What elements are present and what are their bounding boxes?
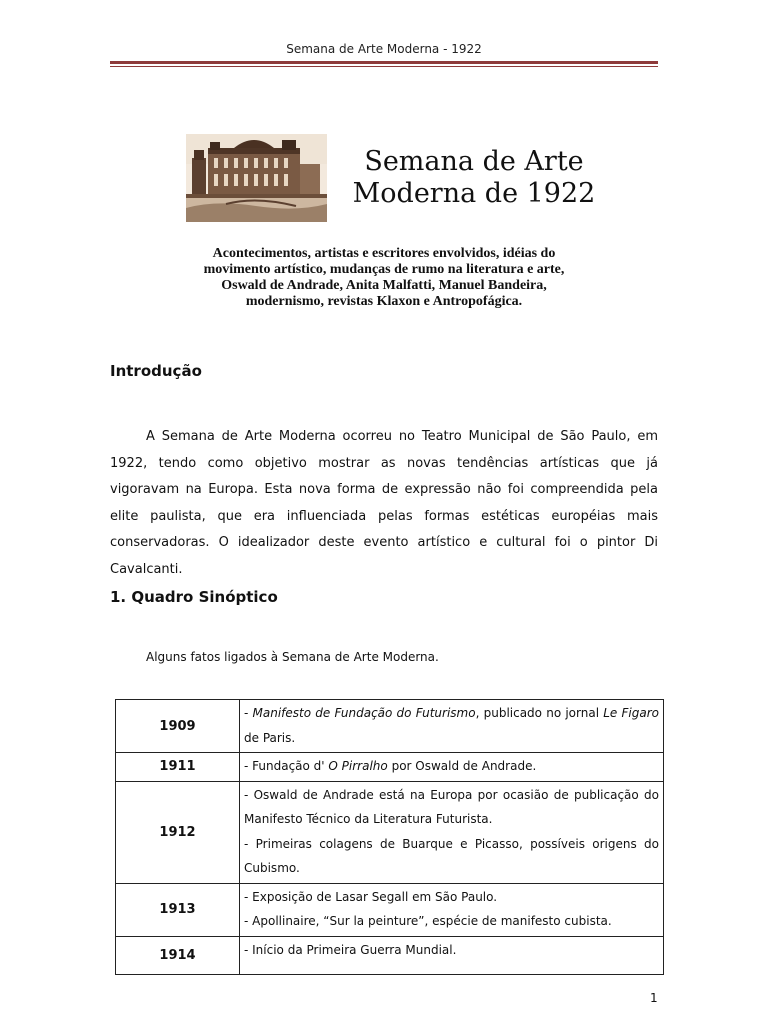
year-cell: 1914: [116, 936, 240, 974]
document-subtitle: [160, 246, 608, 310]
title-line-1: Semana de Arte: [364, 146, 584, 177]
subtitle-line-2: movimento artístico, mudanças de rumo na literatura e arte,: [203, 262, 565, 277]
header-rule-thick: [110, 61, 658, 64]
event-text: - Fundação d' O Pirralho por Oswald de Andrade.: [244, 759, 537, 773]
synoptic-table: [115, 699, 664, 975]
description-cell: [240, 753, 664, 782]
subtitle-line-3: Oswald de Andrade, Anita Malfatti, Manuel Bandeira,: [221, 278, 547, 293]
event-text: - Manifesto de Fundação do Futurismo, publicado no jornal Le Figaro de Paris.: [244, 706, 659, 745]
event-text: - Oswald de Andrade está na Europa por ocasião de publicação do Manifesto Técnico da Literatura Futurista.: [244, 787, 659, 826]
table-row: [116, 753, 664, 782]
intro-paragraph: A Semana de Arte Moderna ocorreu no Teatro Municipal de São Paulo, em 1922, tendo como objetivo mostrar as novas tendências artísticas que já vigoravam na Europa. Esta nova forma de expressão não foi compreendida pela elite paulista, que era influenciada pelas formas estéticas européias mais conservadoras. O idealizador deste evento artístico e cultural foi o pintor Di Cavalcanti.: [110, 429, 658, 577]
description-cell: [240, 936, 664, 974]
table-row: [116, 700, 664, 753]
year-cell: 1913: [116, 883, 240, 936]
description-cell: [240, 781, 664, 883]
section-heading-quadro: 1. Quadro Sinóptico: [110, 588, 278, 606]
year-cell: 1909: [116, 700, 240, 753]
subtitle-line-1: Acontecimentos, artistas e escritores envolvidos, idéias do: [212, 246, 556, 261]
intro-heading: Introdução: [110, 362, 202, 380]
title-line-2: Moderna de 1922: [352, 178, 596, 209]
table-row: [116, 883, 664, 936]
year-cell: 1911: [116, 753, 240, 782]
header-rule-thin: [110, 66, 658, 67]
table-row: [116, 936, 664, 974]
page-header: Semana de Arte Moderna - 1922: [286, 42, 482, 56]
description-cell: [240, 883, 664, 936]
page-number: 1: [650, 991, 658, 1005]
table-row: [116, 781, 664, 883]
event-text: - Exposição de Lasar Segall em São Paulo.: [244, 889, 498, 904]
event-text: - Primeiras colagens de Buarque e Picasso, possíveis origens do Cubismo.: [244, 836, 659, 875]
description-cell: [240, 700, 664, 753]
year-cell: 1912: [116, 781, 240, 883]
theatre-photo: [186, 134, 327, 222]
event-text: - Início da Primeira Guerra Mundial.: [244, 942, 457, 957]
document-title: [352, 146, 596, 210]
table-intro-text: Alguns fatos ligados à Semana de Arte Moderna.: [146, 650, 439, 664]
event-text: - Apollinaire, “Sur la peinture”, espécie de manifesto cubista.: [244, 914, 612, 928]
subtitle-line-4: modernismo, revistas Klaxon e Antropofágica.: [245, 294, 523, 309]
